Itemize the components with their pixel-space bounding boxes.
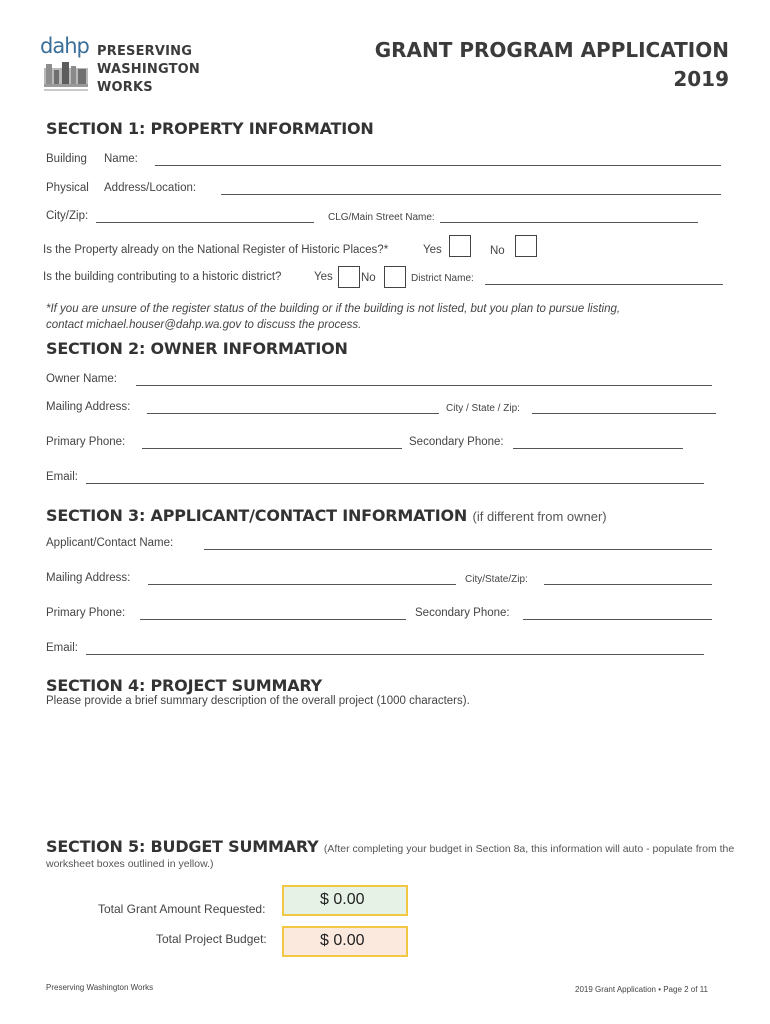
building-name-label-2: Name: [104, 153, 138, 165]
cityzip-label: City/Zip: [46, 210, 89, 222]
owner-name-label: Owner Name: [46, 373, 117, 385]
clg-field[interactable] [440, 222, 698, 223]
building-name-field[interactable] [155, 165, 721, 166]
applicant-mailing-label: Mailing Address: [46, 572, 131, 584]
section3-heading-note: (if different from owner) [472, 509, 607, 524]
national-register-yes-label: Yes [423, 244, 442, 256]
contributing-yes-checkbox[interactable] [338, 266, 360, 288]
applicant-primary-phone-field[interactable] [140, 619, 406, 620]
owner-email-field[interactable] [86, 483, 704, 484]
address-label-2: Address/Location: [104, 182, 197, 194]
address-label-1: Physical [46, 182, 89, 194]
national-register-question: Is the Property already on the National Register of Historic Places?* [43, 244, 389, 256]
owner-email-label: Email: [46, 471, 78, 483]
building-name-label-1: Building [46, 153, 87, 165]
applicant-email-field[interactable] [86, 654, 704, 655]
section4-heading: SECTION 4: PROJECT SUMMARY [46, 676, 323, 695]
logo-line-3: WORKS [97, 80, 153, 95]
section3-heading [46, 506, 607, 525]
section3-heading-text: SECTION 3: APPLICANT/CONTACT INFORMATION [46, 506, 468, 525]
owner-primary-phone-label: Primary Phone: [46, 436, 126, 448]
contributing-question: Is the building contributing to a historic district? [43, 271, 282, 283]
total-budget-label: Total Project Budget: [156, 932, 267, 946]
register-footnote-line-1: *If you are unsure of the register status of the building or if the building is not listed, but you plan to pursue listing, [46, 303, 621, 315]
district-name-label: District Name: [411, 273, 474, 284]
contributing-yes-label: Yes [314, 271, 333, 283]
register-footnote [46, 301, 620, 333]
owner-mailing-field[interactable] [147, 413, 439, 414]
total-budget-field[interactable] [282, 926, 408, 957]
logo-line-2: WASHINGTON [97, 62, 201, 77]
logo-wordmark: dahp [40, 34, 89, 58]
national-register-yes-checkbox[interactable] [449, 235, 471, 257]
applicant-citystatezip-label: City/State/Zip: [465, 574, 528, 585]
section2-heading: SECTION 2: OWNER INFORMATION [46, 339, 348, 358]
section5-heading [46, 837, 734, 856]
applicant-name-field[interactable] [204, 549, 712, 550]
section5-heading-text: SECTION 5: BUDGET SUMMARY [46, 837, 319, 856]
title-line-1: GRANT PROGRAM APPLICATION [374, 38, 729, 62]
total-grant-field[interactable] [282, 885, 408, 916]
applicant-secondary-phone-field[interactable] [523, 619, 712, 620]
applicant-citystatezip-field[interactable] [544, 584, 712, 585]
total-grant-label: Total Grant Amount Requested: [98, 902, 266, 916]
section5-note-line-2: worksheet boxes outlined in yellow.) [46, 858, 214, 870]
contributing-no-label: No [361, 272, 376, 284]
applicant-name-label: Applicant/Contact Name: [46, 537, 174, 549]
owner-citystatezip-field[interactable] [532, 413, 716, 414]
project-summary-instruction: Please provide a brief summary description of the overall project (1000 characters). [46, 695, 470, 707]
logo-tagline [97, 43, 200, 97]
project-summary-textarea[interactable] [46, 714, 722, 830]
applicant-secondary-phone-label: Secondary Phone: [415, 607, 510, 619]
footer-left: Preserving Washington Works [46, 983, 154, 992]
owner-name-field[interactable] [136, 385, 712, 386]
section1-heading: SECTION 1: PROPERTY INFORMATION [46, 119, 374, 138]
contributing-no-checkbox[interactable] [384, 266, 406, 288]
total-budget-value: $ 0.00 [320, 932, 365, 949]
clg-label: CLG/Main Street Name: [328, 212, 435, 223]
applicant-mailing-field[interactable] [148, 584, 456, 585]
total-grant-value: $ 0.00 [320, 891, 365, 908]
register-footnote-line-2: contact michael.houser@dahp.wa.gov to discuss the process. [46, 319, 362, 331]
owner-secondary-phone-field[interactable] [513, 448, 683, 449]
owner-mailing-label: Mailing Address: [46, 401, 131, 413]
skyline-icon [40, 60, 92, 94]
owner-primary-phone-field[interactable] [142, 448, 402, 449]
national-register-no-checkbox[interactable] [515, 235, 537, 257]
footer-right: 2019 Grant Application • Page 2 of 11 [575, 985, 708, 994]
section5-heading-note: (After completing your budget in Section 8a, this information will auto - populate from the [323, 843, 735, 855]
dahp-logo [40, 34, 92, 94]
district-name-field[interactable] [485, 284, 723, 285]
owner-citystatezip-label: City / State / Zip: [446, 403, 520, 414]
applicant-primary-phone-label: Primary Phone: [46, 607, 126, 619]
address-field[interactable] [221, 194, 721, 195]
applicant-email-label: Email: [46, 642, 78, 654]
title-year: 2019 [673, 67, 729, 91]
logo-line-1: PRESERVING [97, 44, 193, 59]
national-register-no-label: No [490, 245, 505, 257]
cityzip-field[interactable] [96, 222, 314, 223]
owner-secondary-phone-label: Secondary Phone: [409, 436, 504, 448]
page-title [375, 36, 729, 94]
